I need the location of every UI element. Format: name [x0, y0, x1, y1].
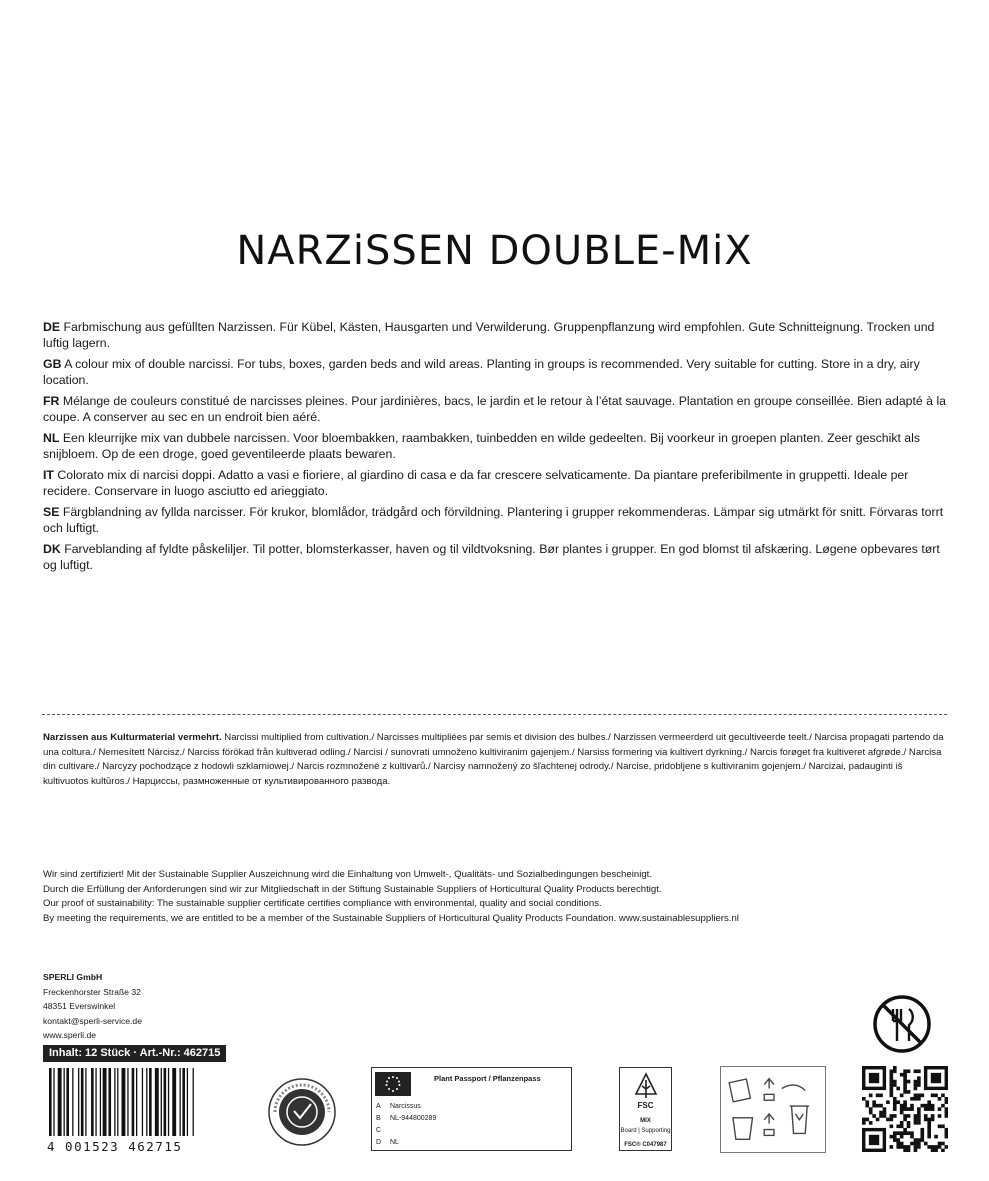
description-it: IT Colorato mix di narcisi doppi. Adatto a vasi e fioriere, al giardino di casa e da far crescere selvaticamente. Da piantare preferibilmente in gruppetti. Ideale per recidere. Conservare in luogo asciutto ed arieggiato. — [43, 468, 909, 498]
barcode-number: 4 001523 462715 — [47, 1139, 183, 1154]
description-nl: NL Een kleurrijke mix van dubbele narcissen. Voor bloembakken, raambakken, tuinbedden en wilde gedeelten. Bij voorkeur in groepen planten. Zeer geschikt als snijbloem. Op de een droge, goed geventileerde plaats bewaren. — [43, 431, 921, 461]
plant-passport-title: Plant Passport / Pflanzenpass — [434, 1074, 541, 1083]
description-gb: GB A colour mix of double narcissi. For tubs, boxes, garden beds and wild areas. Planting in groups is recommended. Very suitable for cutting. Store in a dry, airy location. — [43, 357, 920, 387]
certification-text: Wir sind zertifiziert! Mit der Sustainable Supplier Auszeichnung wird die Einhaltung von Umwelt-, Qualitäts- und Sozialbedingungen bescheinigt. Durch die Erfüllung der Anforderungen sind wir zur Mitgliedschaft in der Stiftung Sustainable Suppliers of Horticultural Quality Products berechtigt. Our proof of sustainability: The sustainable supplier certificate certifies compliance with environmental, quality and social conditions. By meeting the requirements, we are entitled to be a member of the Sustainable Suppliers of Horticultural Quality Products Foundation. www.sustainablesuppliers.nl — [43, 869, 739, 924]
sustainable-supplier-seal-icon — [267, 1077, 337, 1147]
company-address: SPERLI GmbH Freckenhorster Straße 32 48351 Everswinkel kontakt@sperli-service.de www.sperli.de — [43, 972, 142, 1040]
dashed-divider — [42, 714, 947, 715]
recycling-icon — [720, 1066, 826, 1153]
passport-row: A Narcissus — [376, 1103, 421, 1110]
plant-passport — [371, 1067, 572, 1151]
product-title: NARZiSSEN DOUBLE-MiX — [236, 228, 753, 274]
eu-flag-icon — [375, 1072, 411, 1096]
barcode-icon — [47, 1068, 233, 1136]
passport-row: B NL-944800289 — [376, 1115, 437, 1122]
qr-code-icon — [862, 1066, 948, 1152]
content-article-label: Inhalt: 12 Stück · Art.-Nr.: 462715 — [43, 1045, 226, 1062]
fsc-tree-icon — [632, 1072, 660, 1100]
description-de: DE Farbmischung aus gefüllten Narzissen. Für Kübel, Kästen, Hausgarten und Verwilderung. Gruppenpflanzung wird empfohlen. Gute Schnitteignung. Trocken und luftig lagern. — [43, 320, 935, 350]
description-fr: FR Mélange de couleurs constitué de narcisses pleines. Pour jardinières, bacs, le jardin et le retour à l’état sauvage. Plantation en groupe conseillée. Bien adapté à la coupe. A conserver au sec en un endroit bien aéré. — [43, 394, 947, 424]
passport-row: D NL — [376, 1139, 399, 1146]
description-dk: DK Farveblanding af fyldte påskeliljer. Til potter, blomsterkasser, haven og til vildtvoksning. Bør plantes i grupper. En god blomst til afskæring. Løgene opbevares tørt og luftigt. — [43, 542, 940, 572]
fsc-label: FSC MIX Board | Supporting FSC® C047987 — [619, 1067, 672, 1151]
description-se: SE Färgblandning av fyllda narcisser. För krukor, blomlådor, trädgård och förvildning. Plantering i grupper rekommenderas. Lämpar sig utmärkt för snitt. Förvaras torrt och luftigt. — [43, 505, 944, 535]
passport-row: C — [376, 1127, 382, 1134]
origin-text: Narzissen aus Kulturmaterial vermehrt. Narcissi multiplied from cultivation./ Narcisses multipliées par semis et division des bulbes./ Narzissen vermeerderd uit gecultiveerde teelt./ Narcisa propagati partendo da una coltura./ Nemesített Nárcisz./ Narciss förökad från kultiverad odling./ Narcisi / sunovrati umnoženo kultiviranim gajenjem./ Narsiss formering via kultivert dyrkning./ Narcis forøget fra kultiveret afgrøde./ Narcisa din cultivare./ Narcyzy pochodzące z hodowli szklarniowej./ Narcis rozmnožené z kultivarů./ Narcisy namnožený zo šľachtenej odrody./ Narcise, pridobljene s kultiviranim gojenjem./ Narcizai, padauginti iš kultivuotos kultūros./ Нарциссы, размноженные от культивированного разводa. — [43, 732, 944, 787]
not-edible-icon — [871, 993, 933, 1055]
descriptions — [43, 320, 948, 579]
